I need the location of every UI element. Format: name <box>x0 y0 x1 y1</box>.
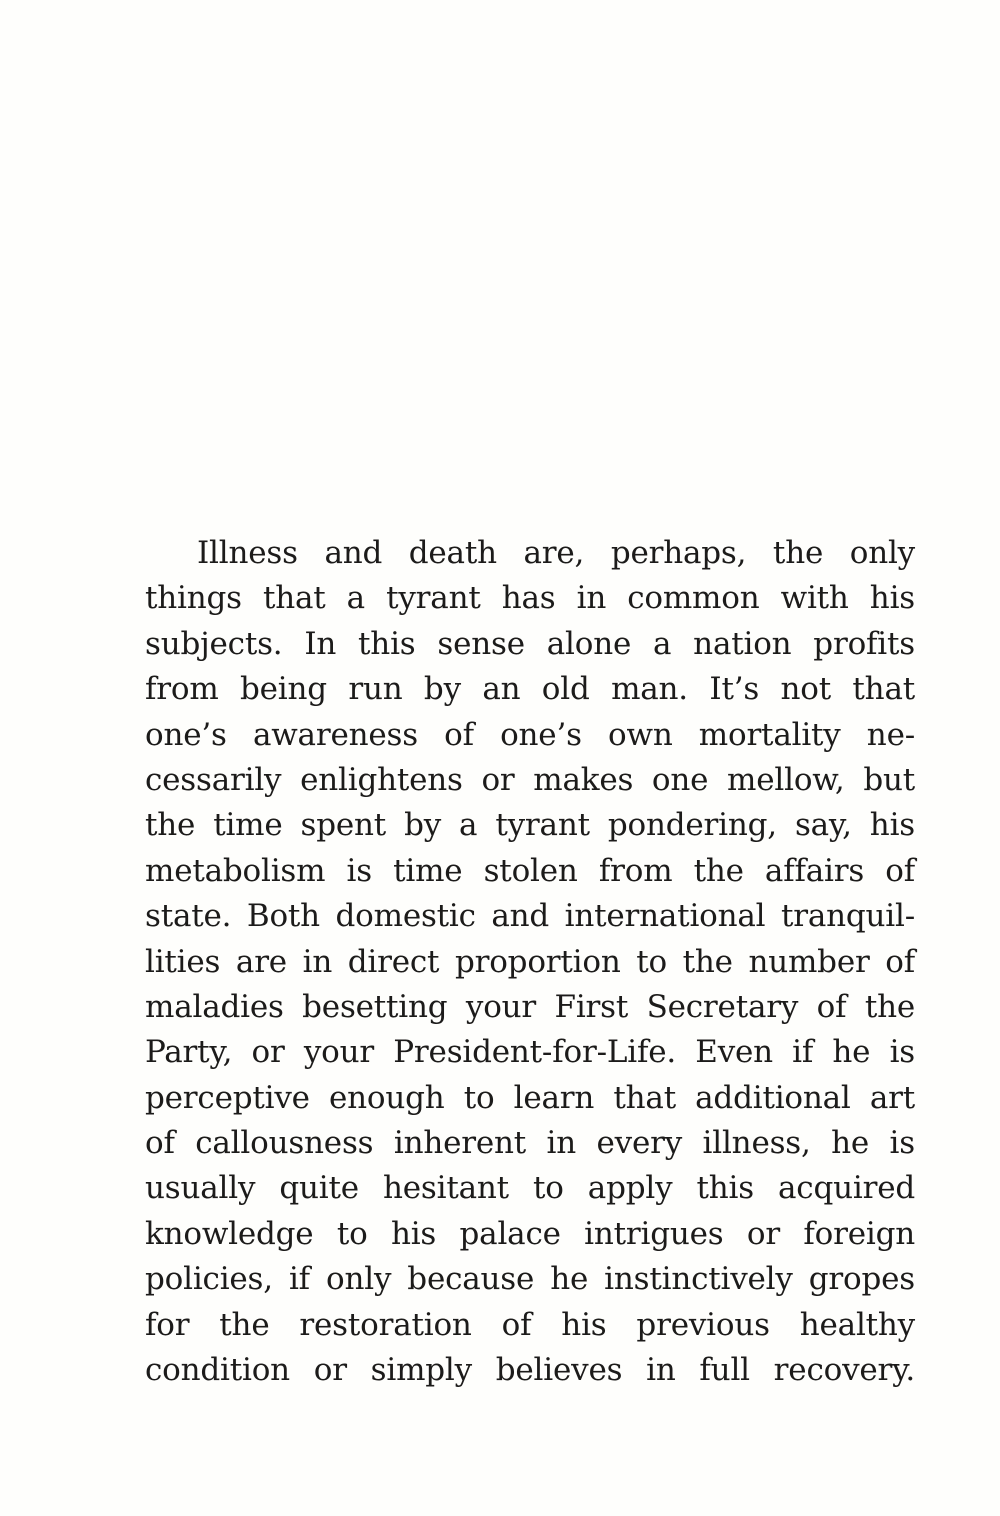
text-line: lities are in direct proportion to the number of <box>145 943 915 980</box>
text-line: for the restoration of his previous healthy <box>145 1306 915 1343</box>
body-paragraph <box>145 531 915 1393</box>
text-line: metabolism is time stolen from the affairs of <box>145 852 915 889</box>
text-line: maladies besetting your First Secretary of the <box>145 988 915 1025</box>
text-line: from being run by an old man. It’s not that <box>145 671 915 708</box>
text-line: policies, if only because he instinctively gropes <box>145 1261 915 1298</box>
text-line: things that a tyrant has in common with his <box>145 580 915 617</box>
text-line: perceptive enough to learn that additional art <box>145 1079 915 1116</box>
text-line: usually quite hesitant to apply this acquired <box>145 1170 915 1207</box>
text-line: Party, or your President-for-Life. Even if he is <box>145 1034 915 1071</box>
text-line: one’s awareness of one’s own mortality ne- <box>145 716 915 753</box>
text-line: Illness and death are, perhaps, the only <box>197 535 915 571</box>
text-line: cessarily enlightens or makes one mellow, but <box>145 761 915 798</box>
text-line: knowledge to his palace intrigues or foreign <box>145 1215 915 1252</box>
text-line: subjects. In this sense alone a nation profits <box>145 625 915 662</box>
text-line: of callousness inherent in every illness, he is <box>145 1125 915 1162</box>
text-line: state. Both domestic and international tranquil- <box>145 898 915 935</box>
text-line: the time spent by a tyrant pondering, say, his <box>145 807 915 844</box>
text-line: condition or simply believes in full recovery. <box>145 1352 915 1389</box>
